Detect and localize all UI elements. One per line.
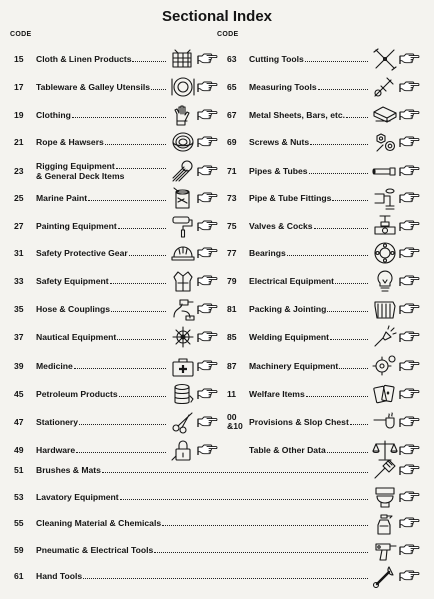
index-entry: [227, 381, 420, 407]
dot-leader: [111, 311, 166, 312]
index-entry: [227, 240, 420, 266]
section-label: Provisions & Slop Chest: [249, 417, 349, 427]
section-code: 65: [227, 82, 237, 92]
section-code: 21: [14, 137, 24, 147]
section-code: 71: [227, 166, 237, 176]
section-label-wrap: [36, 332, 168, 342]
dot-leader: [162, 525, 368, 526]
index-entry: [227, 409, 420, 435]
section-label-wrap: [249, 248, 370, 258]
dot-leader: [132, 61, 166, 62]
index-entry: [227, 102, 420, 128]
dot-leader: [310, 144, 368, 145]
section-label: Hose & Couplings: [36, 304, 111, 314]
dot-leader: [339, 368, 368, 369]
section-label: Cleaning Material & Chemicals: [36, 518, 162, 528]
glove-icon: [170, 103, 196, 127]
paint-can-icon: [170, 186, 196, 210]
pointing-hand-icon[interactable]: [399, 303, 420, 316]
dot-leader: [306, 396, 368, 397]
section-label: Brushes & Mats: [36, 465, 101, 475]
spray-bottle-icon: [372, 511, 398, 535]
section-label-wrap: [249, 221, 370, 231]
section-code: 55: [14, 518, 24, 528]
pointing-hand-icon[interactable]: [399, 220, 420, 233]
section-code: 75: [227, 221, 237, 231]
index-entry: [14, 240, 218, 266]
section-label-wrap: [36, 276, 168, 286]
section-code: [227, 413, 249, 431]
dot-leader: [102, 472, 368, 473]
dot-leader: [154, 552, 368, 553]
dot-leader: [79, 424, 166, 425]
index-entry: [14, 484, 420, 510]
section-code: 53: [14, 492, 24, 502]
pointing-hand-icon[interactable]: [399, 464, 420, 477]
cutting-tools-icon: [372, 47, 398, 71]
section-label: Metal Sheets, Bars, etc.: [249, 110, 346, 120]
index-entry: [14, 381, 218, 407]
pointing-hand-icon[interactable]: [399, 416, 420, 429]
pointing-hand-icon[interactable]: [399, 247, 420, 260]
dot-leader: [335, 283, 368, 284]
pipe-tobacco-icon: [372, 410, 398, 434]
section-label: Clothing: [36, 110, 71, 120]
pointing-hand-icon[interactable]: [197, 275, 218, 288]
section-label: Screws & Nuts: [249, 137, 310, 147]
dot-leader: [120, 499, 368, 500]
section-label-wrap: [249, 193, 370, 203]
section-code: 39: [14, 361, 24, 371]
section-label-wrap: [249, 304, 370, 314]
section-code: 35: [14, 304, 24, 314]
section-label: Bearings: [249, 248, 286, 258]
pointing-hand-icon[interactable]: [197, 303, 218, 316]
section-label: Packing & Jointing: [249, 304, 327, 314]
dot-leader: [117, 339, 166, 340]
pointing-hand-icon[interactable]: [197, 81, 218, 94]
section-code: 81: [227, 304, 237, 314]
section-label-wrap: [249, 445, 370, 455]
section-label-wrap: [249, 361, 370, 371]
pointing-hand-icon[interactable]: [399, 81, 420, 94]
index-entry: [227, 129, 420, 155]
section-label-wrap: [249, 332, 370, 342]
dot-leader: [74, 368, 166, 369]
index-entry: [14, 296, 218, 322]
index-entry: [14, 129, 218, 155]
dot-leader: [151, 89, 166, 90]
dot-leader: [309, 173, 368, 174]
section-label-wrap: [249, 82, 370, 92]
caliper-icon: [372, 75, 398, 99]
code-header-left: CODE: [10, 31, 32, 38]
section-label: Marine Paint: [36, 193, 88, 203]
paint-roller-icon: [170, 214, 196, 238]
section-label-line2: & General Deck Items: [36, 171, 125, 181]
dot-leader: [305, 61, 368, 62]
dot-leader: [330, 339, 368, 340]
section-label: Pneumatic & Electrical Tools: [36, 545, 154, 555]
section-label-wrap: [36, 361, 168, 371]
dot-leader: [129, 255, 166, 256]
section-label: Table & Other Data: [249, 445, 326, 455]
dot-leader: [88, 200, 166, 201]
section-label-wrap: [36, 465, 370, 475]
section-label-wrap: [36, 389, 168, 399]
section-label: Lavatory Equipment: [36, 492, 119, 502]
section-code: 15: [14, 54, 24, 64]
index-entry: [227, 324, 420, 350]
section-code: 79: [227, 276, 237, 286]
pointing-hand-icon[interactable]: [399, 192, 420, 205]
pointing-hand-icon[interactable]: [197, 444, 218, 457]
section-label-wrap: [36, 54, 168, 64]
section-label: Valves & Cocks: [249, 221, 313, 231]
section-label-wrap: [36, 492, 370, 502]
index-entry: [227, 46, 420, 72]
index-entry: [14, 457, 420, 483]
section-label-wrap: [36, 545, 370, 555]
machinery-icon: [372, 354, 398, 378]
section-code: 27: [14, 221, 24, 231]
section-code: 31: [14, 248, 24, 258]
power-drill-icon: [372, 538, 398, 562]
dot-leader: [318, 89, 368, 90]
bearing-icon: [372, 241, 398, 265]
pointing-hand-icon[interactable]: [399, 331, 420, 344]
pointing-hand-icon[interactable]: [399, 544, 420, 557]
pointing-hand-icon[interactable]: [399, 53, 420, 66]
pointing-hand-icon[interactable]: [399, 444, 420, 457]
pointing-hand-icon[interactable]: [399, 360, 420, 373]
oil-drum-icon: [170, 382, 196, 406]
section-code: 73: [227, 193, 237, 203]
rope-coil-icon: [170, 130, 196, 154]
life-jacket-icon: [170, 269, 196, 293]
scissors-icon: [170, 410, 196, 434]
section-code: 49: [14, 445, 24, 455]
playing-cards-icon: [372, 382, 398, 406]
section-label: Electrical Equipment: [249, 276, 335, 286]
section-label: Hand Tools: [36, 571, 83, 581]
valve-icon: [372, 214, 398, 238]
index-entry: [14, 409, 218, 435]
index-entry: [14, 510, 420, 536]
section-label: Medicine: [36, 361, 73, 371]
section-label-wrap: [36, 137, 168, 147]
welding-torch-icon: [372, 325, 398, 349]
brush-icon: [372, 458, 398, 482]
section-code: 37: [14, 332, 24, 342]
section-label: Pipe & Tube Fittings: [249, 193, 332, 203]
section-code: 77: [227, 248, 237, 258]
index-entry: [14, 563, 420, 589]
dot-leader: [76, 452, 166, 453]
section-label: Cutting Tools: [249, 54, 304, 64]
dot-leader: [287, 255, 368, 256]
index-entry: [227, 353, 420, 379]
pointing-hand-icon[interactable]: [399, 165, 420, 178]
index-entry: [14, 102, 218, 128]
section-label: Tableware & Galley Utensils: [36, 82, 150, 92]
section-code: 61: [14, 571, 24, 581]
pointing-hand-icon[interactable]: [197, 136, 218, 149]
section-label-wrap: [249, 417, 370, 427]
index-entry: [227, 268, 420, 294]
index-entry: [14, 46, 218, 72]
metal-bars-icon: [372, 103, 398, 127]
section-code: 25: [14, 193, 24, 203]
pointing-hand-icon[interactable]: [197, 416, 218, 429]
nuts-bolts-icon: [372, 130, 398, 154]
section-label: Safety Protective Gear: [36, 248, 128, 258]
pointing-hand-icon[interactable]: [399, 570, 420, 583]
section-code: 69: [227, 137, 237, 147]
section-label-wrap: [249, 54, 370, 64]
pointing-hand-icon[interactable]: [399, 388, 420, 401]
section-label: Safety Equipment: [36, 276, 109, 286]
pointing-hand-icon[interactable]: [197, 331, 218, 344]
hose-icon: [170, 297, 196, 321]
pointing-hand-icon[interactable]: [399, 491, 420, 504]
section-label: Rope & Hawsers: [36, 137, 104, 147]
section-label: Machinery Equipment: [249, 361, 339, 371]
section-code: 47: [14, 417, 24, 427]
index-entry: [227, 185, 420, 211]
dot-leader: [314, 228, 368, 229]
index-entry: [227, 158, 420, 184]
section-code: 63: [227, 54, 237, 64]
pointing-hand-icon[interactable]: [399, 136, 420, 149]
section-code: 23: [14, 166, 24, 176]
index-entry: [14, 158, 218, 184]
section-code: 85: [227, 332, 237, 342]
code-header-right: CODE: [217, 31, 239, 38]
section-label: Welding Equipment: [249, 332, 330, 342]
section-label-wrap: [36, 161, 168, 181]
dot-leader: [72, 117, 166, 118]
section-label: Welfare Items: [249, 389, 305, 399]
pointing-hand-icon[interactable]: [197, 360, 218, 373]
section-code: 45: [14, 389, 24, 399]
section-label: Pipes & Tubes: [249, 166, 308, 176]
pointing-hand-icon[interactable]: [197, 388, 218, 401]
section-label-wrap: [249, 110, 370, 120]
section-label-wrap: [36, 82, 168, 92]
dot-leader: [118, 228, 166, 229]
toilet-icon: [372, 485, 398, 509]
dot-leader: [105, 144, 166, 145]
index-entry: [14, 268, 218, 294]
dot-leader: [116, 168, 166, 169]
section-code: 19: [14, 110, 24, 120]
section-label-wrap: [36, 110, 168, 120]
light-bulb-icon: [372, 269, 398, 293]
medical-kit-icon: [170, 354, 196, 378]
packing-icon: [372, 297, 398, 321]
section-code: 11: [227, 389, 237, 399]
pointing-hand-icon[interactable]: [399, 517, 420, 530]
section-label-wrap: [36, 304, 168, 314]
section-label: Rigging Equipment: [36, 161, 115, 171]
section-label: Measuring Tools: [249, 82, 317, 92]
pointing-hand-icon[interactable]: [197, 165, 218, 178]
pipe-icon: [372, 159, 398, 183]
section-label-wrap: [249, 137, 370, 147]
section-label-wrap: [36, 445, 168, 455]
index-entry: [14, 213, 218, 239]
index-entry: [14, 353, 218, 379]
section-label-wrap: [249, 166, 370, 176]
section-label: Painting Equipment: [36, 221, 117, 231]
section-label-wrap: [249, 389, 370, 399]
index-entry: [227, 296, 420, 322]
pointing-hand-icon[interactable]: [197, 109, 218, 122]
section-code: 59: [14, 545, 24, 555]
dot-leader: [327, 452, 368, 453]
dot-leader: [332, 200, 368, 201]
section-code: 17: [14, 82, 24, 92]
dot-leader: [119, 396, 166, 397]
section-code: 51: [14, 465, 24, 475]
pointing-hand-icon[interactable]: [197, 220, 218, 233]
index-entry: [14, 537, 420, 563]
section-label-wrap: [36, 417, 168, 427]
section-label: Nautical Equipment: [36, 332, 117, 342]
section-label: Hardware: [36, 445, 76, 455]
section-code-line2: &10: [227, 421, 243, 431]
section-label-wrap: [36, 193, 168, 203]
section-code: 67: [227, 110, 237, 120]
section-label-wrap: [36, 221, 168, 231]
pointing-hand-icon[interactable]: [399, 275, 420, 288]
index-entry: [227, 74, 420, 100]
section-label: Petroleum Products: [36, 389, 118, 399]
pointing-hand-icon[interactable]: [197, 247, 218, 260]
rigging-icon: [170, 159, 196, 183]
index-entry: [14, 74, 218, 100]
section-label: Stationery: [36, 417, 79, 427]
ship-wheel-icon: [170, 325, 196, 349]
spanner-icon: [372, 564, 398, 588]
section-code-line1: 00: [227, 412, 237, 422]
pointing-hand-icon[interactable]: [197, 53, 218, 66]
section-label-line1: [36, 161, 168, 171]
dot-leader: [346, 117, 368, 118]
linen-icon: [170, 47, 196, 71]
section-label-wrap: [36, 571, 370, 581]
pointing-hand-icon[interactable]: [399, 109, 420, 122]
tableware-icon: [170, 75, 196, 99]
section-label: Cloth & Linen Products: [36, 54, 132, 64]
section-code: 33: [14, 276, 24, 286]
dot-leader: [327, 311, 368, 312]
dot-leader: [350, 424, 368, 425]
hard-hat-icon: [170, 241, 196, 265]
section-label-wrap: [36, 518, 370, 528]
dot-leader: [110, 283, 166, 284]
pipe-fitting-icon: [372, 186, 398, 210]
index-entry: [14, 185, 218, 211]
dot-leader: [83, 578, 368, 579]
pointing-hand-icon[interactable]: [197, 192, 218, 205]
index-entry: [227, 213, 420, 239]
section-label-wrap: [36, 248, 168, 258]
section-label-wrap: [249, 276, 370, 286]
page-title: Sectional Index: [161, 8, 273, 25]
section-code: 87: [227, 361, 237, 371]
index-entry: [14, 324, 218, 350]
